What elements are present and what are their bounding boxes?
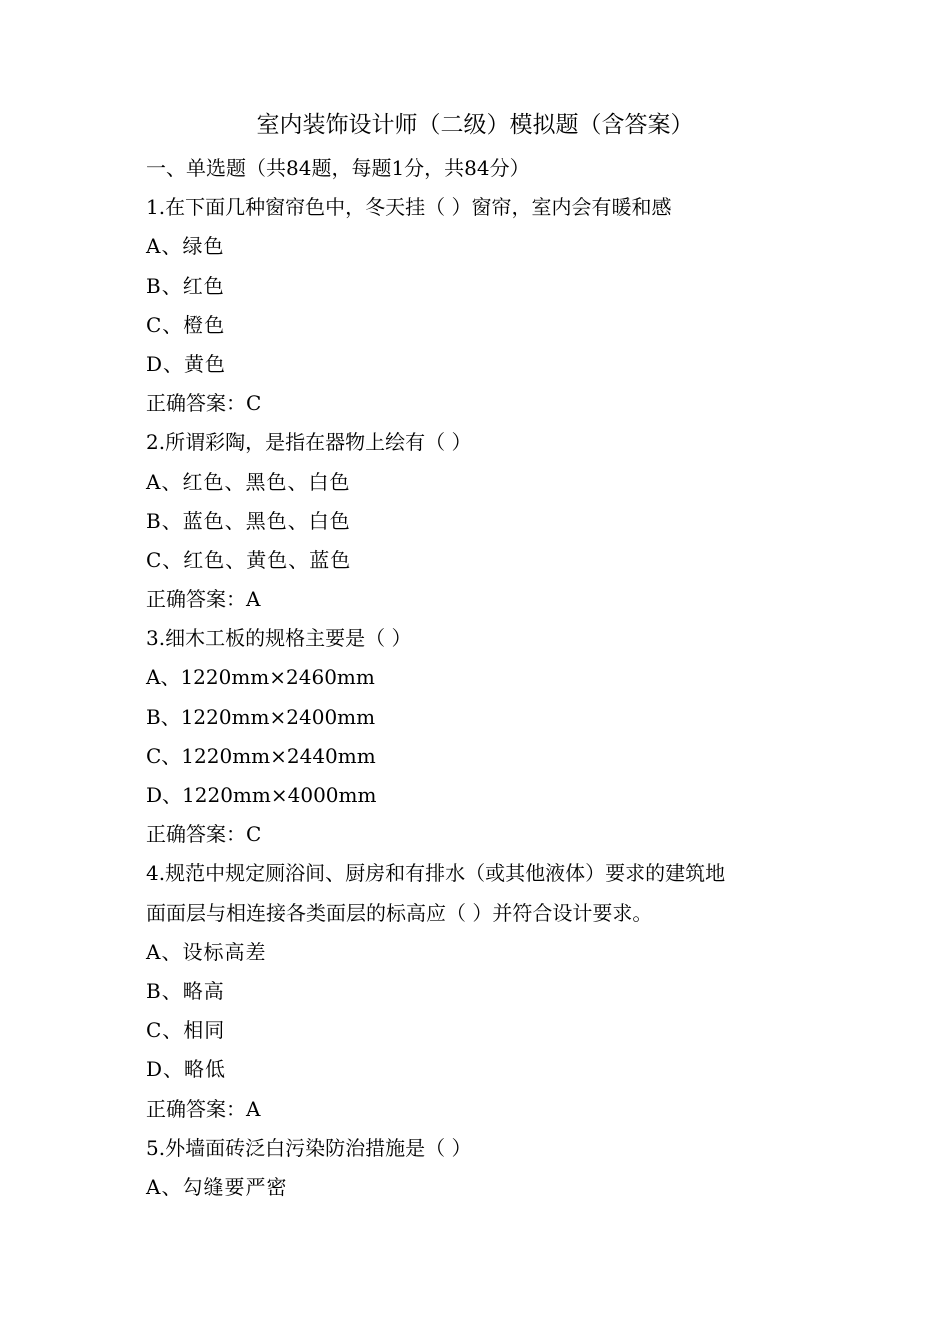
correct-answer: 正确答案：C bbox=[146, 391, 262, 416]
answer-option: C、橙色 bbox=[146, 312, 226, 337]
answer-option: B、蓝色、黑色、白色 bbox=[146, 508, 351, 533]
answer-option: D、略低 bbox=[146, 1057, 227, 1082]
answer-option: C、红色、黄色、蓝色 bbox=[146, 547, 352, 572]
answer-option: B、红色 bbox=[146, 273, 225, 298]
answer-option: A、勾缝要严密 bbox=[146, 1174, 288, 1199]
correct-answer: 正确答案：A bbox=[146, 587, 261, 612]
question-stem: 2.所谓彩陶，是指在器物上绘有（ ） bbox=[146, 430, 472, 455]
question-stem-line: 面面层与相连接各类面层的标高应（ ）并符合设计要求。 bbox=[146, 900, 653, 925]
answer-option: A、1220mm×2460mm bbox=[146, 665, 375, 690]
answer-option: A、绿色 bbox=[146, 234, 225, 259]
question-stem: 3.细木工板的规格主要是（ ） bbox=[146, 626, 412, 651]
page-title: 室内装饰设计师（二级）模拟题（含答案） bbox=[256, 112, 694, 138]
answer-option: B、1220mm×2400mm bbox=[146, 704, 376, 729]
correct-answer: 正确答案：C bbox=[146, 822, 262, 847]
answer-option: D、1220mm×4000mm bbox=[146, 783, 377, 807]
document-body bbox=[146, 149, 826, 1207]
question-stem-line: 4.规范中规定厕浴间、厨房和有排水（或其他液体）要求的建筑地 bbox=[146, 861, 726, 886]
answer-option: D、黄色 bbox=[146, 351, 227, 376]
question-stem: 1.在下面几种窗帘色中，冬天挂（ ）窗帘，室内会有暖和感 bbox=[146, 195, 672, 220]
answer-option: B、略高 bbox=[146, 978, 225, 1003]
answer-option: A、红色、黑色、白色 bbox=[146, 469, 351, 494]
answer-option: A、设标高差 bbox=[146, 939, 267, 964]
answer-option: C、相同 bbox=[146, 1018, 226, 1043]
section-heading: 一、单选题（共84题，每题1分，共84分） bbox=[146, 156, 530, 180]
answer-option: C、1220mm×2440mm bbox=[146, 743, 376, 768]
correct-answer: 正确答案：A bbox=[146, 1096, 261, 1121]
question-stem: 5.外墙面砖泛白污染防治措施是（ ） bbox=[146, 1135, 472, 1160]
